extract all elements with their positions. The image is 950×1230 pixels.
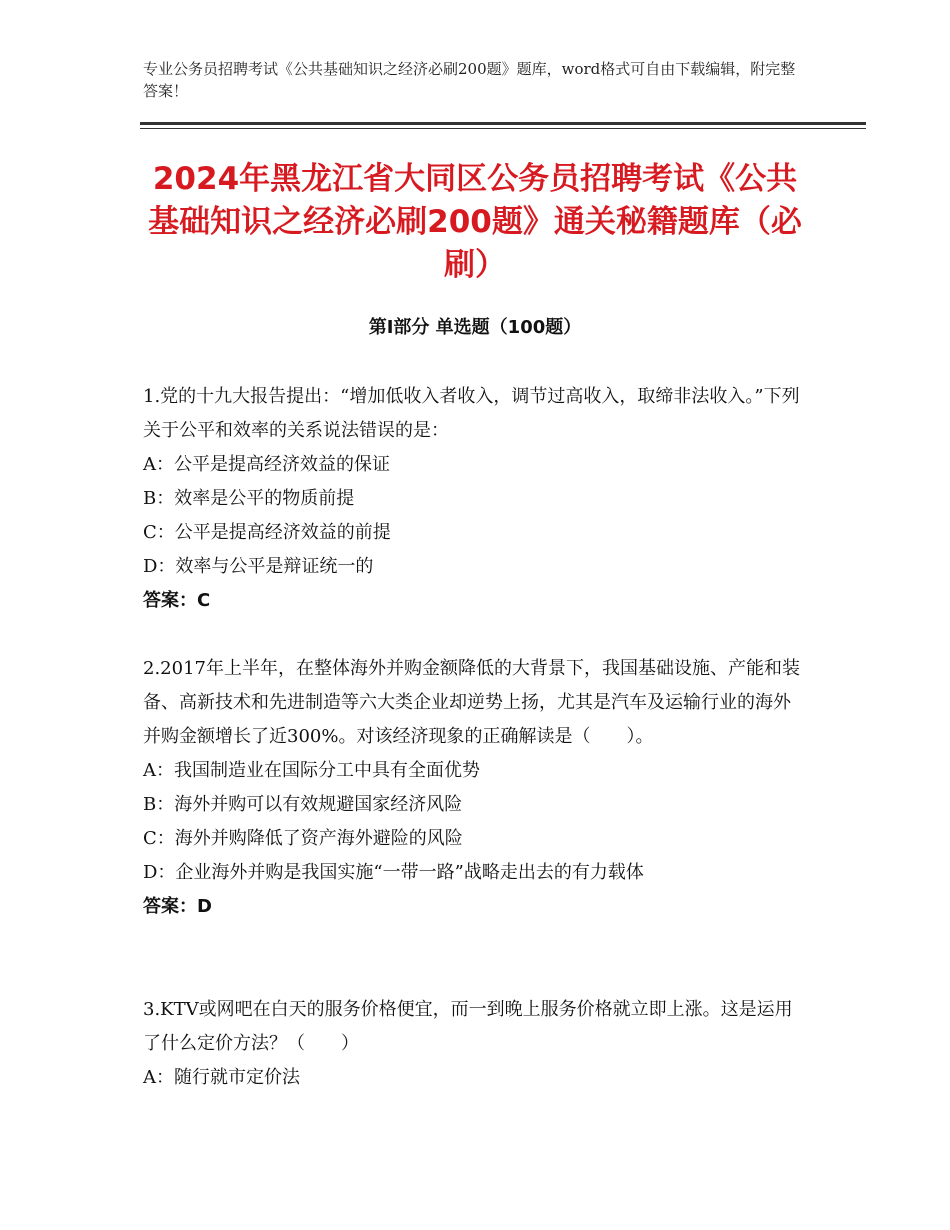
header-divider-thin <box>140 128 866 129</box>
option-a: A：我国制造业在国际分工中具有全面优势 <box>143 760 480 781</box>
option-b: B：海外并购可以有效规避国家经济风险 <box>143 794 463 815</box>
answer: 答案：C <box>143 590 211 611</box>
header-note: 专业公务员招聘考试《公共基础知识之经济必刷200题》题库，word格式可自由下载编辑，附完整答案！ <box>143 60 796 100</box>
header-divider-thick <box>140 122 866 125</box>
document-title: 2024年黑龙江省大同区公务员招聘考试《公共基础知识之经济必刷200题》通关秘籍题库（必刷） <box>148 161 802 283</box>
question-stem: 3.KTV或网吧在白天的服务价格便宜，而一到晚上服务价格就立即上涨。这是运用了什么定价方法？（ ） <box>143 999 793 1054</box>
option-a: A：随行就市定价法 <box>143 1067 300 1088</box>
answer: 答案：D <box>143 896 212 917</box>
option-c: C：公平是提高经济效益的前提 <box>143 522 391 543</box>
option-b: B：效率是公平的物质前提 <box>143 488 355 509</box>
section-title: 第Ⅰ部分 单选题（100题） <box>368 317 582 338</box>
option-d: D：效率与公平是辩证统一的 <box>143 556 374 577</box>
question-1 <box>143 380 803 618</box>
question-3 <box>143 993 803 1095</box>
option-a: A：公平是提高经济效益的保证 <box>143 454 390 475</box>
question-stem: 1.党的十九大报告提出：“增加低收入者收入，调节过高收入，取缔非法收入。”下列关于公平和效率的关系说法错误的是： <box>143 386 800 441</box>
option-c: C：海外并购降低了资产海外避险的风险 <box>143 828 463 849</box>
question-2 <box>143 652 803 924</box>
option-d: D：企业海外并购是我国实施“一带一路”战略走出去的有力载体 <box>143 862 644 883</box>
question-stem: 2.2017年上半年，在整体海外并购金额降低的大背景下，我国基础设施、产能和装备、高新技术和先进制造等六大类企业却逆势上扬，尤其是汽车及运输行业的海外并购金额增长了近300%。对该经济现象的正确解读是（ ）。 <box>143 658 800 747</box>
